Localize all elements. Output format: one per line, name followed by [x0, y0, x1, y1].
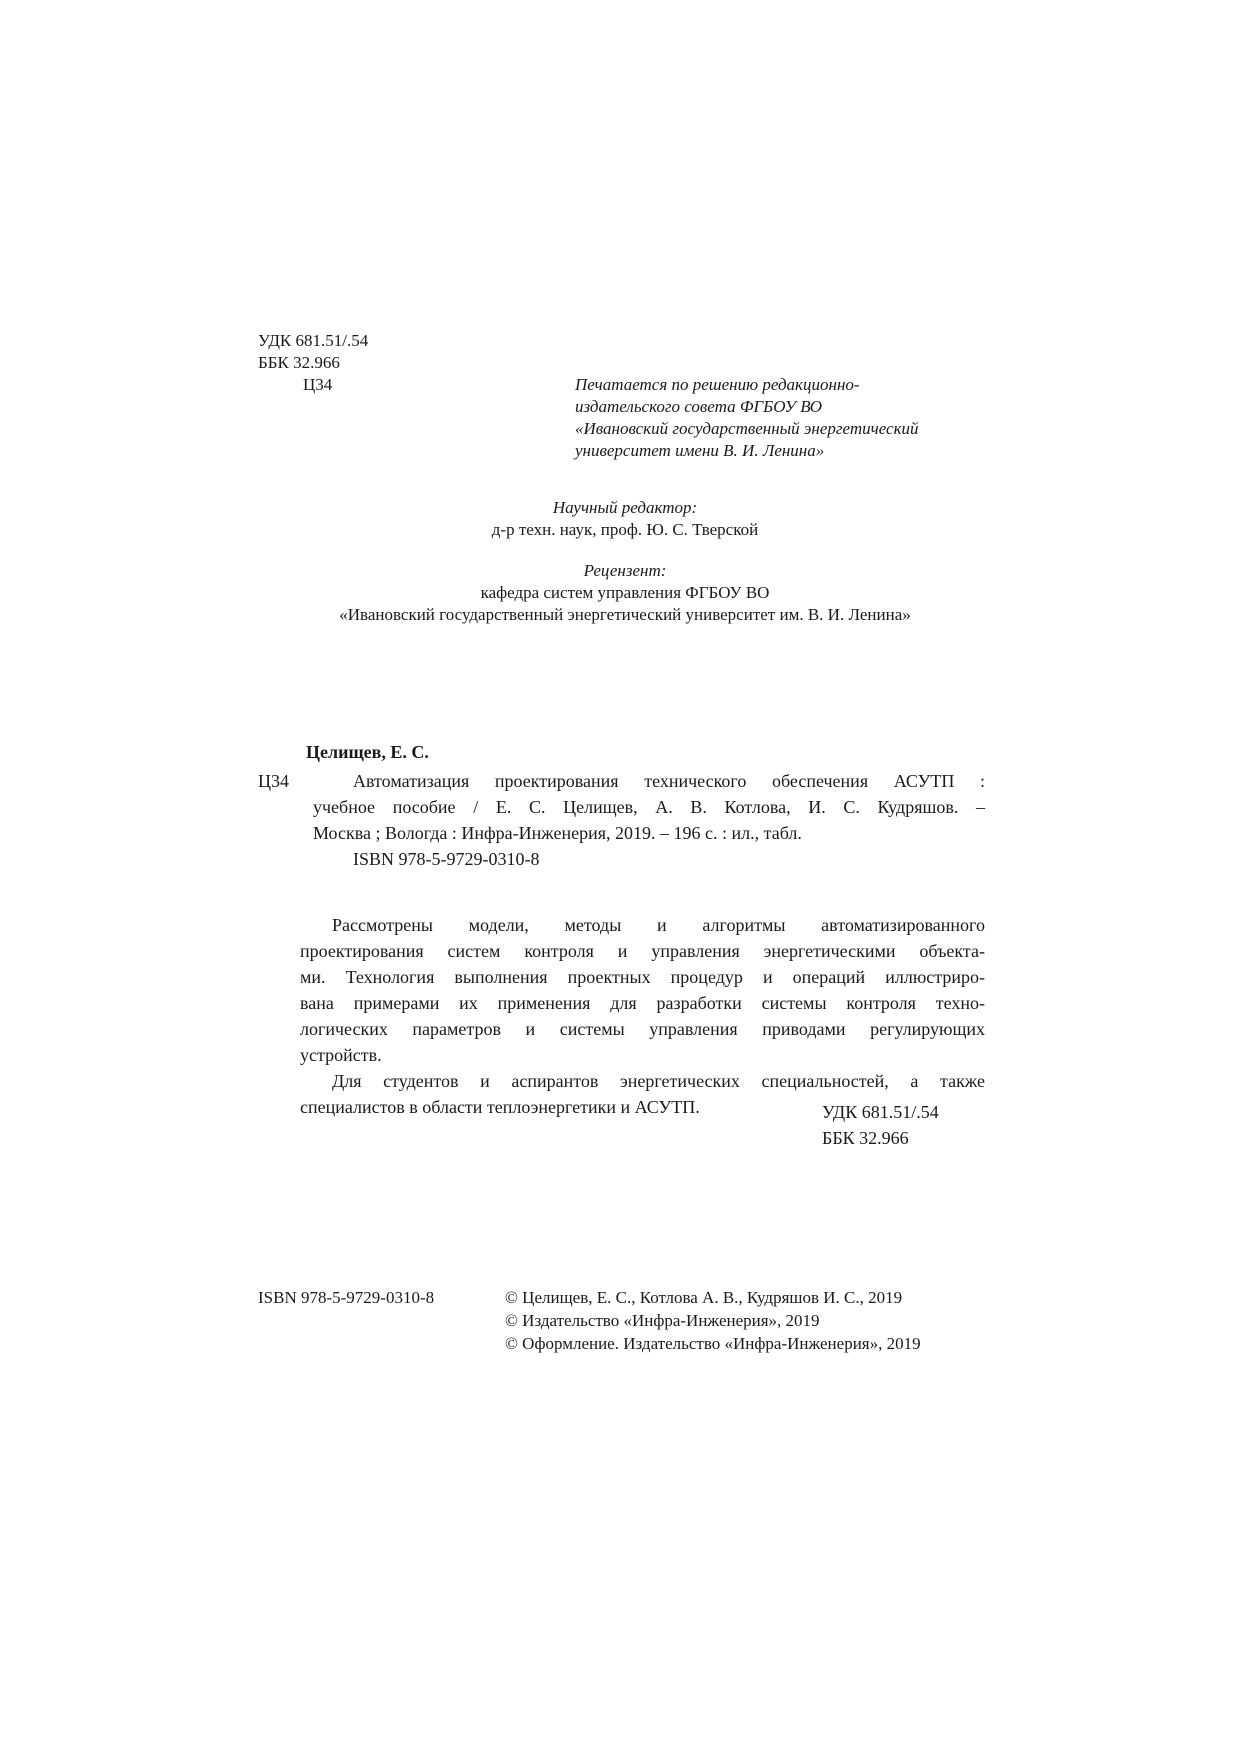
bib-isbn: ISBN 978-5-9729-0310-8: [353, 849, 540, 869]
scientific-editor: [300, 497, 950, 541]
approval-line: «Ивановский государственный энергетический: [575, 419, 919, 438]
classification-block: [258, 330, 458, 396]
bbk-code: ББК 32.966: [258, 353, 340, 372]
abstract-line: вана примерами их применения для разработки системы контроля техно-: [300, 993, 985, 1013]
abstract-line: Рассмотрены модели, методы и алгоритмы автоматизированного: [332, 915, 985, 935]
bib-line: учебное пособие / Е. С. Целищев, А. В. Котлова, И. С. Кудряшов. –: [313, 797, 985, 817]
approval-line: издательского совета ФГБОУ ВО: [575, 397, 823, 416]
abstract-line: устройств.: [300, 1045, 382, 1065]
abstract-line: специалистов в области теплоэнергетики и АСУТП.: [300, 1097, 700, 1117]
reviewer-title: Рецензент:: [583, 561, 667, 580]
bib-author: Целищев, Е. С.: [306, 742, 429, 762]
bottom-udk: УДК 681.51/.54: [822, 1102, 939, 1122]
copyright-line: © Издательство «Инфра-Инженерия», 2019: [505, 1311, 820, 1330]
editor-name: д-р техн. наук, проф. Ю. С. Тверской: [491, 520, 759, 539]
reviewer-line: кафедра систем управления ФГБОУ ВО: [480, 583, 770, 602]
footer-isbn: ISBN 978-5-9729-0310-8: [258, 1288, 435, 1307]
approval-line: Печатается по решению редакционно-: [575, 375, 860, 394]
bib-line: Автоматизация проектирования технического обеспечения АСУТП :: [353, 771, 985, 791]
bib-description: [313, 768, 985, 872]
copyright-line: © Целищев, Е. С., Котлова А. В., Кудряшов И. С., 2019: [505, 1288, 903, 1307]
approval-notice: [575, 374, 995, 462]
udk-code: УДК 681.51/.54: [258, 331, 369, 350]
copyright-block: [505, 1286, 921, 1355]
bib-code: Ц34: [258, 771, 289, 791]
abstract-line: проектирования систем контроля и управления энергетическими объекта-: [300, 941, 985, 961]
reviewer-block: [300, 560, 950, 626]
copyright-line: © Оформление. Издательство «Инфра-Инженерия», 2019: [505, 1334, 921, 1353]
bottom-bbk: ББК 32.966: [822, 1128, 909, 1148]
abstract: [300, 912, 985, 1120]
editor-title: Научный редактор:: [552, 498, 698, 517]
bottom-classification: [822, 1099, 939, 1151]
reviewer-line: «Ивановский государственный энергетический университет им. В. И. Ленина»: [339, 605, 911, 624]
abstract-line: Для студентов и аспирантов энергетических специальностей, а также: [332, 1071, 985, 1091]
author-mark: Ц34: [303, 375, 333, 394]
approval-line: университет имени В. И. Ленина»: [575, 441, 825, 460]
bib-line: Москва ; Вологда : Инфра-Инженерия, 2019. – 196 с. : ил., табл.: [313, 823, 802, 843]
abstract-line: ми. Технология выполнения проектных процедур и операций иллюстриро-: [300, 967, 985, 987]
abstract-line: логических параметров и системы управления приводами регулирующих: [300, 1019, 985, 1039]
